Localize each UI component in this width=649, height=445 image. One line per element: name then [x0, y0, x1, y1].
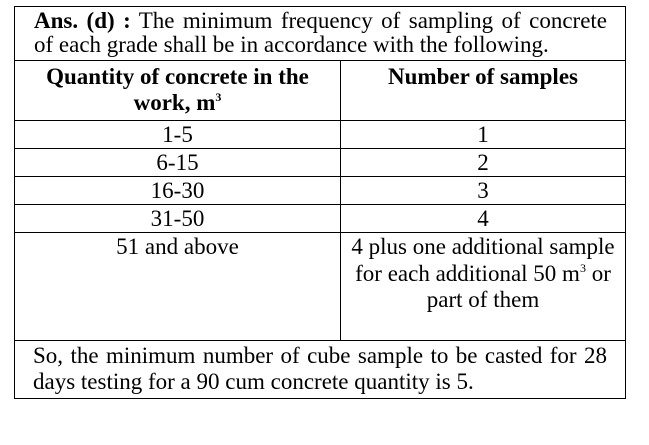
- quantity-cell: 16-30: [15, 177, 341, 205]
- header-quantity-unit-sup: 3: [215, 90, 222, 104]
- table-row: [15, 205, 625, 233]
- samples-cell: 1: [341, 121, 626, 149]
- quantity-cell: 6-15: [15, 149, 341, 177]
- quantity-cell: 51 and above: [15, 233, 341, 341]
- answer-paragraph: [15, 7, 625, 61]
- sampling-table: [15, 61, 625, 340]
- header-quantity: [15, 61, 341, 121]
- conclusion-paragraph: So, the minimum number of cube sample to be casted for 28 days testing for a 90 cum concrete quantity is 5.: [15, 340, 625, 398]
- header-samples: Number of samples: [341, 61, 626, 121]
- table-row: [15, 149, 625, 177]
- quantity-cell: 1-5: [15, 121, 341, 149]
- table-header-row: [15, 61, 625, 121]
- samples-cell: 2: [341, 149, 626, 177]
- samples-text-before: 4 plus one additional sample for each additional 50 m: [351, 234, 615, 286]
- header-quantity-text: Quantity of concrete in the work, m: [46, 64, 309, 115]
- samples-cell: [341, 233, 626, 341]
- answer-box: [14, 6, 626, 399]
- table-row: [15, 177, 625, 205]
- table-row: [15, 121, 625, 149]
- samples-cell: 4: [341, 205, 626, 233]
- samples-unit-sup: 3: [579, 260, 586, 275]
- answer-label: Ans. (d) :: [34, 8, 131, 33]
- samples-text-after: or part of them: [426, 260, 611, 312]
- answer-text: The minimum frequency of sampling of concrete of each grade shall be in accordance with the following.: [34, 8, 607, 57]
- table-row-last: [15, 233, 625, 341]
- quantity-cell: 31-50: [15, 205, 341, 233]
- samples-cell: 3: [341, 177, 626, 205]
